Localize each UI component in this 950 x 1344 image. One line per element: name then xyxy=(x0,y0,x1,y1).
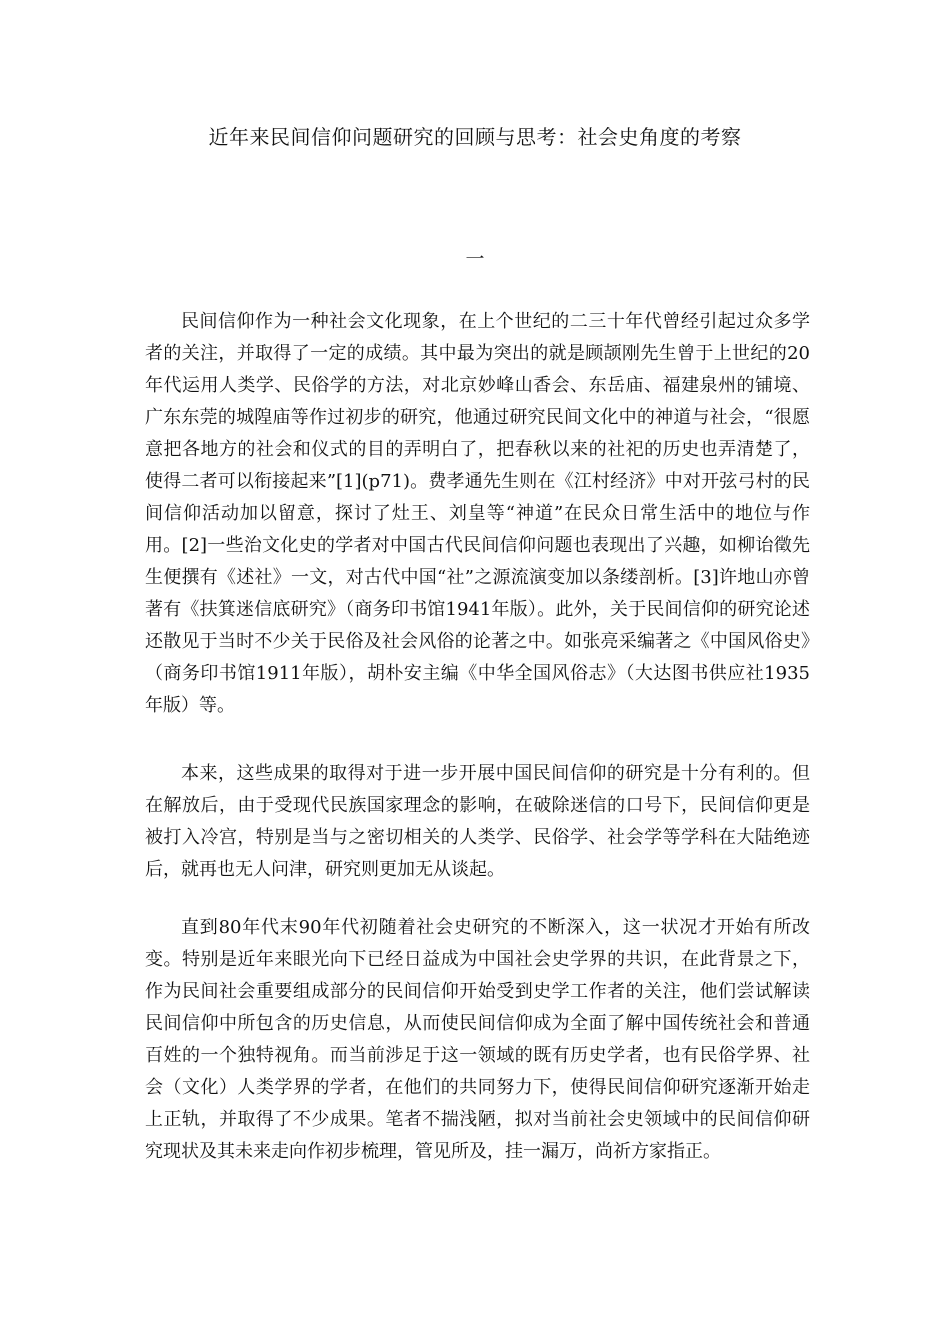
body-paragraph-2 xyxy=(145,758,810,886)
body-paragraph-3 xyxy=(145,912,810,1168)
section-number: 一 xyxy=(465,248,485,270)
body-paragraph-1 xyxy=(145,306,810,722)
document-title: 近年来民间信仰问题研究的回顾与思考：社会史角度的考察 xyxy=(208,125,742,149)
paragraph-text: 本来，这些成果的取得对于进一步开展中国民间信仰的研究是十分有利的。但在解放后，由于受现代民族国家理念的影响，在破除迷信的口号下，民间信仰更是被打入冷宫，特别是当与之密切相关的人类学、民俗学、社会学等学科在大陆绝迹后，就再也无人问津，研究则更加无从谈起。 xyxy=(145,763,810,880)
paragraph-text: 直到80年代末90年代初随着社会史研究的不断深入，这一状况才开始有所改变。特别是近年来眼光向下已经日益成为中国社会史学界的共识，在此背景之下，作为民间社会重要组成部分的民间信仰开始受到史学工作者的关注，他们尝试解读民间信仰中所包含的历史信息，从而使民间信仰成为全面了解中国传统社会和普通百姓的一个独特视角。而当前涉足于这一领域的既有历史学者，也有民俗学界、社会（文化）人类学界的学者，在他们的共同努力下，使得民间信仰研究逐渐开始走上正轨，并取得了不少成果。笔者不揣浅陋，拟对当前社会史领域中的民间信仰研究现状及其未来走向作初步梳理，管见所及，挂一漏万，尚祈方家指正。 xyxy=(145,917,810,1162)
paragraph-text: 民间信仰作为一种社会文化现象，在上个世纪的二三十年代曾经引起过众多学者的关注，并取得了一定的成绩。其中最为突出的就是顾颉刚先生曾于上世纪的20年代运用人类学、民俗学的方法，对北京妙峰山香会、东岳庙、福建泉州的铺境、广东东莞的城隍庙等作过初步的研究，他通过研究民间文化中的神道与社会，“很愿意把各地方的社会和仪式的目的弄明白了，把春秋以来的社祀的历史也弄清楚了，使得二者可以衔接起来”[1](p71)。费孝通先生则在《江村经济》中对开弦弓村的民间信仰活动加以留意，探讨了灶王、刘皇等“神道”在民众日常生活中的地位与作用。[2]一些治文化史的学者对中国古代民间信仰问题也表现出了兴趣，如柳诒徵先生便撰有《述社》一文，对古代中国“社”之源流演变加以条缕剖析。[3]许地山亦曾著有《扶箕迷信底研究》（商务印书馆1941年版）。此外，关于民间信仰的研究论述还散见于当时不少关于民俗及社会风俗的论著之中。如张亮采编著之《中国风俗史》（商务印书馆1911年版），胡朴安主编《中华全国风俗志》（大达图书供应社1935年版）等。 xyxy=(145,311,810,716)
